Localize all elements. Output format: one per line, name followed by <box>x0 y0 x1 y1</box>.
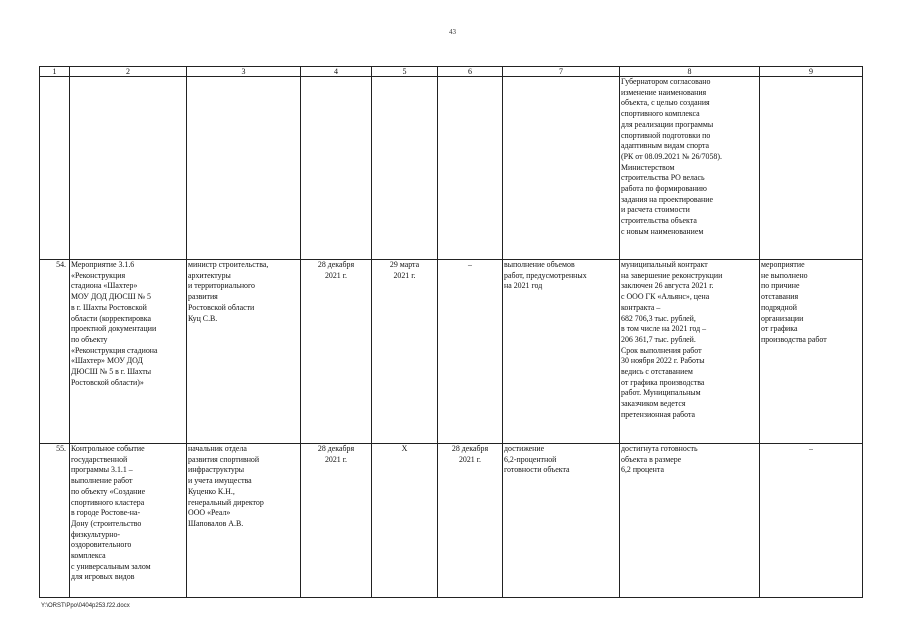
row-number: 55. <box>40 444 70 598</box>
column-number: 7 <box>503 67 620 77</box>
column-number: 5 <box>372 67 438 77</box>
end-date-cell: – <box>438 260 503 444</box>
responsible-cell: начальник отдела развития спортивной инфраструктуры и учета имущества Куценко К.Н., генеральный директор ООО «Реал» Шаповалов А.В. <box>187 444 301 598</box>
end-date-cell: 28 декабря 2021 г. <box>438 444 503 598</box>
responsible-cell: министр строительства, архитектуры и территориального развития Ростовской области Куц С.В. <box>187 260 301 444</box>
row-number: 54. <box>40 260 70 444</box>
column-number: 1 <box>40 67 70 77</box>
file-path-footer: Y:\ORST\Ppo\0404p253.f22.docx <box>41 603 130 609</box>
column-number: 6 <box>438 67 503 77</box>
column-number: 3 <box>187 67 301 77</box>
planned-result-cell: достижение 6,2-процентной готовности объекта <box>503 444 620 598</box>
planned-date-cell: 28 декабря 2021 г. <box>301 260 372 444</box>
column-number: 8 <box>620 67 760 77</box>
continuation-row <box>40 77 863 260</box>
planned-date-cell: 28 декабря 2021 г. <box>301 444 372 598</box>
column-number: 9 <box>760 67 863 77</box>
planned-result-cell: выполнение объемов работ, предусмотренных на 2021 год <box>503 260 620 444</box>
measure-cell: Контрольное событие государственной программы 3.1.1 – выполнение работ по объекту «Создание спортивного кластера в городе Ростове-на- Дону (строительство физкультурно- оздоровительного комплекса с универсальным залом для игровых видов <box>70 444 187 598</box>
result-cell: муниципальный контракт на завершение реконструкции заключен 26 августа 2021 г. с ООО ГК «Альянс», цена контракта – 682 706,3 тыс. рублей, в том числе на 2021 год – 206 361,7 тыс. рублей. Срок выполнения работ 30 ноября 2022 г. Работы ведись с отставанием от графика производства работ. Муниципальным заказчиком ведется претензионная работа <box>620 260 760 444</box>
column-number: 4 <box>301 67 372 77</box>
result-cell: Губернатором согласовано изменение наименования объекта, с целью создания спортивного комплекса для реализации программы спортивной подготовки по адаптивным видам спорта (РК от 08.09.2021 № 26/7058). Министерством строительства РО велась работа по формированию задания на проектирование и расчета стоимости строительства объекта с новым наименованием <box>620 77 760 260</box>
report-table <box>39 66 863 598</box>
column-number: 2 <box>70 67 187 77</box>
column-number-row <box>40 67 863 77</box>
table-row <box>40 260 863 444</box>
table-row <box>40 444 863 598</box>
page-number: 43 <box>449 28 456 36</box>
reason-cell: – <box>760 444 863 598</box>
start-date-cell: 29 марта 2021 г. <box>372 260 438 444</box>
start-date-cell: Х <box>372 444 438 598</box>
result-cell: достигнута готовность объекта в размере 6,2 процента <box>620 444 760 598</box>
measure-cell: Мероприятие 3.1.6 «Реконструкция стадиона «Шахтер» МОУ ДОД ДЮСШ № 5 в г. Шахты Ростовской области (корректировка проектной документации по объекту «Реконструкция стадиона «Шахтер» МОУ ДОД ДЮСШ № 5 в г. Шахты Ростовской области)» <box>70 260 187 444</box>
reason-cell: мероприятие не выполнено по причине отставания подрядной организации от графика производства работ <box>760 260 863 444</box>
